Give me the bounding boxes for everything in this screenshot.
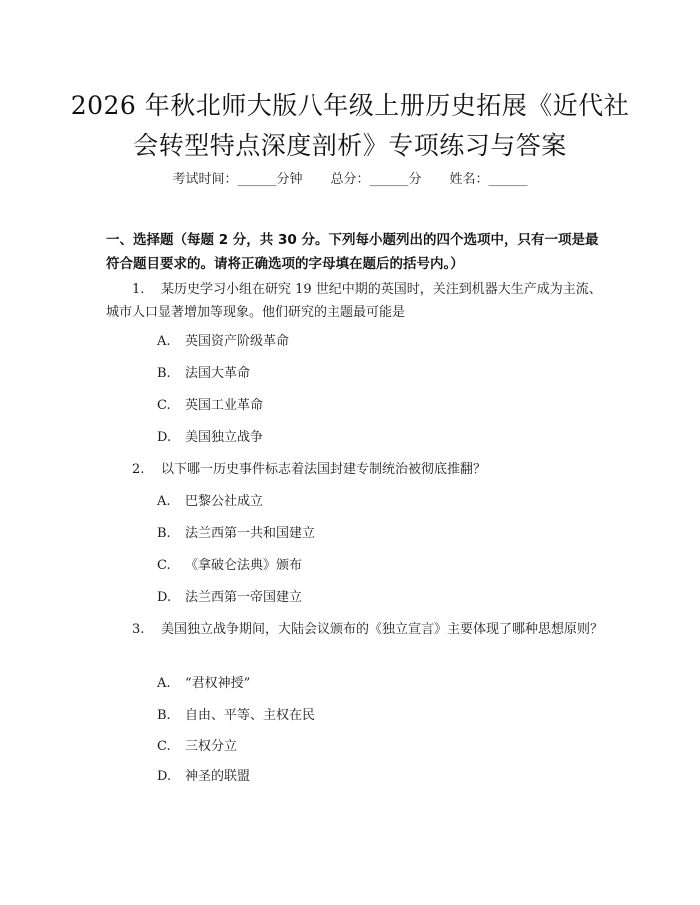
question-1-option-c: [157, 396, 263, 416]
document-title: 2026 年秋北师大版八年级上册历史拓展《近代社会转型特点深度剖析》专项练习与答案: [70, 91, 630, 160]
option-letter: A.: [157, 494, 171, 509]
total-score-field: 总分：______分: [330, 172, 422, 187]
option-text: 巴黎公社成立: [185, 494, 264, 509]
option-text: 法国大革命: [185, 366, 251, 381]
question-1-option-a: [157, 332, 289, 352]
question-2-option-c: [157, 556, 302, 576]
question-number: 1.: [132, 282, 145, 297]
question-text: 美国独立战争期间，大陆会议颁布的《独立宣言》主要体现了哪种思想原则？: [160, 622, 603, 637]
question-1-option-d: [157, 428, 263, 448]
option-letter: D.: [157, 430, 172, 445]
student-name-field: 姓名：______: [449, 172, 528, 187]
question-2-option-b: [157, 524, 315, 544]
question-text: 某历史学习小组在研究 19 世纪中期的英国时，关注到机器大生产成为主流、城市人口显著增加等现象。他们研究的主题最可能是: [106, 282, 602, 320]
question-3-option-b: [157, 706, 315, 726]
option-letter: D.: [157, 590, 172, 605]
question-1-option-b: [157, 364, 250, 384]
option-letter: C.: [157, 398, 171, 413]
question-3-option-a: [157, 674, 250, 694]
question-3-option-c: [157, 737, 237, 757]
question-2-stem: [106, 458, 604, 481]
exam-time-field: 考试时间：______分钟: [172, 172, 303, 187]
option-letter: C.: [157, 558, 171, 573]
question-1-stem: [106, 278, 604, 324]
option-text: 法兰西第一共和国建立: [185, 526, 316, 541]
option-text: 神圣的联盟: [185, 769, 251, 784]
question-3-option-d: [157, 767, 250, 787]
option-text: 三权分立: [185, 739, 238, 754]
exam-info-line: [0, 168, 700, 187]
option-text: 英国资产阶级革命: [185, 334, 290, 349]
question-3-stem: [106, 618, 604, 641]
option-letter: B.: [157, 708, 171, 723]
option-letter: C.: [157, 739, 171, 754]
question-2-option-d: [157, 588, 302, 608]
question-number: 3.: [132, 622, 145, 637]
question-text: 以下哪一历史事件标志着法国封建专制统治被彻底推翻？: [160, 462, 486, 477]
option-text: 英国工业革命: [185, 398, 264, 413]
option-text: 美国独立战争: [185, 430, 264, 445]
option-text: “君权神授”: [185, 676, 251, 691]
option-text: 自由、平等、主权在民: [185, 708, 316, 723]
option-letter: A.: [157, 334, 171, 349]
option-letter: B.: [157, 526, 171, 541]
option-letter: D.: [157, 769, 172, 784]
option-text: 《拿破仑法典》颁布: [185, 558, 303, 573]
option-letter: B.: [157, 366, 171, 381]
option-letter: A.: [157, 676, 171, 691]
section-heading: 一、选择题（每题 2 分，共 30 分。下列每小题列出的四个选项中，只有一项是最符合题目要求的。请将正确选项的字母填在题后的括号内。）: [106, 232, 599, 272]
question-2-option-a: [157, 492, 263, 512]
option-text: 法兰西第一帝国建立: [185, 590, 303, 605]
question-number: 2.: [132, 462, 145, 477]
